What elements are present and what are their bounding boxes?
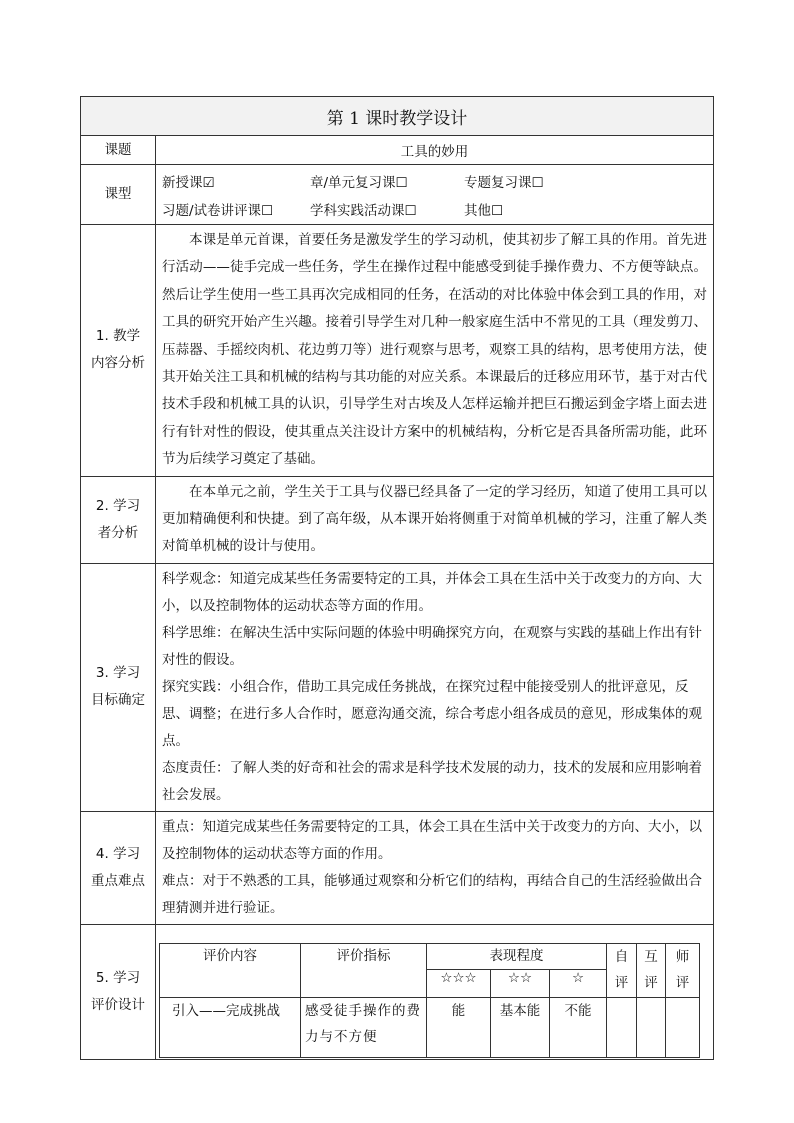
- lesson-design-table: [80, 96, 714, 1060]
- key-point-item: 重点：知道完成某些任务需要特定的工具，体会工具在生活中关于改变力的方向、大小，以及控制物体的运动状态等方面的作用。: [162, 818, 702, 862]
- course-type-option: 其他☐: [464, 202, 504, 219]
- key-points-label: [81, 811, 156, 924]
- page-title: 第 1 课时教学设计: [81, 97, 714, 136]
- label-line: 者分析: [97, 524, 139, 541]
- objectives-list: [156, 563, 714, 811]
- header-self: [607, 943, 637, 997]
- key-points-list: [156, 811, 714, 924]
- learner-analysis-text: 在本单元之前，学生关于工具与仪器已经具备了一定的学习经历，知道了使用工具可以更加精确便利和快捷。到了高年级，从本课开始将侧重于对简单机械的学习，注重了解人类对简单机械的设计与使用。: [156, 476, 714, 563]
- row-indicator: 感受徒手操作的费力与不方便: [301, 997, 427, 1057]
- header-content: 评价内容: [160, 943, 301, 997]
- topic-label: 课题: [81, 136, 156, 165]
- label-line: 3. 学习: [95, 665, 141, 682]
- objectives-label: [81, 563, 156, 811]
- label-line: 评价设计: [91, 996, 145, 1013]
- header-level-1: ☆: [550, 969, 607, 997]
- table-row: [160, 997, 700, 1057]
- objective-item: 科学观念：知道完成某些任务需要特定的工具，并体会工具在生活中关于改变力的方向、大小，以及控制物体的运动状态等方面的作用。: [162, 570, 702, 614]
- row-self-eval: [607, 997, 637, 1057]
- objective-item: 态度责任：了解人类的好奇和社会的需求是科学技术发展的动力，技术的发展和应用影响着社会发展。: [162, 759, 702, 803]
- content-analysis-text: 本课是单元首课，首要任务是激发学生的学习动机，使其初步了解工具的作用。首先进行活动——徒手完成一些任务，学生在操作过程中能感受到徒手操作费力、不方便等缺点。然后让学生使用一些工具再次完成相同的任务，在活动的对比体验中体会到工具的作用，对工具的研究开始产生兴趣。接着引导学生对几种一般家庭生活中不常见的工具（理发剪刀、压蒜器、手摇绞肉机、花边剪刀等）进行观察与思考，观察工具的结构，思考使用方法，使其开始关注工具和机械的结构与其功能的对应关系。本课最后的迁移应用环节，基于对古代技术手段和机械工具的认识，引导学生对古埃及人怎样运输并把巨石搬运到金字塔上面去进行有针对性的假设，使其重点关注设计方案中的机械结构，分析它是否具备所需功能，此环节为后续学习奠定了基础。: [156, 225, 714, 477]
- header-teacher-line: 评: [675, 974, 690, 991]
- header-self-line: 自: [614, 948, 629, 965]
- course-type-option: 学科实践活动课☐: [310, 202, 417, 219]
- row-peer-eval: [637, 997, 666, 1057]
- header-indicator: 评价指标: [301, 943, 427, 997]
- row-content: 引入——完成挑战: [160, 997, 301, 1057]
- label-line: 目标确定: [91, 692, 145, 709]
- label-line: 4. 学习: [95, 845, 141, 862]
- label-line: 1. 教学: [95, 328, 141, 345]
- course-type-option: 新授课☑: [162, 174, 215, 191]
- header-peer-line: 互: [644, 948, 658, 965]
- course-type-label: 课型: [81, 165, 156, 225]
- label-line: 2. 学习: [95, 497, 141, 514]
- row-level-1: 不能: [550, 997, 607, 1057]
- row-teacher-eval: [666, 997, 700, 1057]
- course-type-option: 章/单元复习课☐: [310, 174, 408, 191]
- header-teacher: [666, 943, 700, 997]
- header-level-3: ☆☆☆: [427, 969, 491, 997]
- header-performance: 表现程度: [427, 943, 607, 969]
- header-self-line: 评: [614, 974, 629, 991]
- row-level-3: 能: [427, 997, 491, 1057]
- label-line: 5. 学习: [95, 969, 141, 986]
- evaluation-cell: [156, 924, 714, 1059]
- objective-item: 探究实践：小组合作，借助工具完成任务挑战，在探究过程中能接受别人的批评意见，反思、调整；在进行多人合作时，愿意沟通交流，综合考虑小组各成员的意见，形成集体的观点。: [162, 678, 702, 749]
- label-line: 内容分析: [91, 355, 145, 372]
- key-point-item: 难点：对于不熟悉的工具，能够通过观察和分析它们的结构，再结合自己的生活经验做出合理猜测并进行验证。: [162, 872, 702, 916]
- evaluation-table: [159, 943, 700, 1058]
- header-level-2: ☆☆: [491, 969, 550, 997]
- header-peer: [637, 943, 666, 997]
- objective-item: 科学思维：在解决生活中实际问题的体验中明确探究方向，在观察与实践的基础上作出有针对性的假设。: [162, 624, 702, 668]
- label-line: 重点难点: [91, 872, 145, 889]
- course-type-option: 习题/试卷讲评课☐: [162, 202, 274, 219]
- evaluation-label: [81, 924, 156, 1059]
- row-level-2: 基本能: [491, 997, 550, 1057]
- course-type-option: 专题复习课☐: [464, 174, 544, 191]
- learner-analysis-label: [81, 476, 156, 563]
- content-analysis-label: [81, 225, 156, 477]
- topic-value: 工具的妙用: [156, 136, 714, 165]
- header-peer-line: 评: [644, 974, 658, 991]
- header-teacher-line: 师: [675, 948, 690, 965]
- course-type-options: [156, 165, 714, 225]
